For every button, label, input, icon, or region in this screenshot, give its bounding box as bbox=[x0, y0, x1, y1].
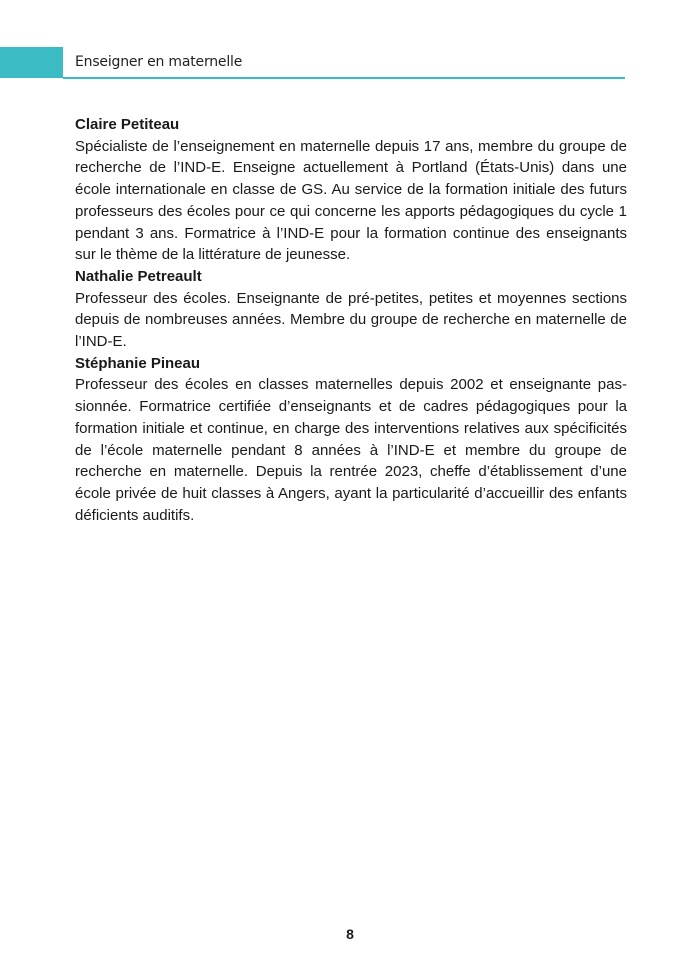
bio-entry bbox=[75, 353, 627, 527]
bio-text: Professeur des écoles en classes maternelles depuis 2002 et enseignante passionnée. Formatrice certifiée d’enseignants et de cadres pédagogiques pour la formation initiale et continue, en charge des interventions relatives aux spécificités de l’école maternelle pendant 8 années à l’IND-E et membre du groupe de recherche en maternelle. Depuis la rentrée 2023, cheffe d’établissement d’une école privée de huit classes à Angers, ayant la particularité d’accueillir des enfants déficients auditifs. bbox=[75, 376, 627, 524]
page-number: 8 bbox=[346, 926, 354, 942]
running-header-title: Enseigner en maternelle bbox=[75, 54, 243, 70]
bio-list bbox=[75, 114, 627, 526]
bio-text: Spécialiste de l’enseignement en maternelle depuis 17 ans, membre du groupe de recherche de l’IND-E. Enseigne actuellement à Portland (États-Unis) dans une école internationale en classe de GS. Au service de la formation initiale des futurs professeurs des écoles pour ce qui concerne les apports pédagogiques du cycle 1 pendant 3 ans. Formatrice à l’IND-E pour la formation continue des enseignants sur le thème de la littérature de jeunesse. bbox=[75, 137, 627, 264]
header-rule bbox=[63, 77, 625, 79]
bio-text: Professeur des écoles. Enseignante de pré-petites, petites et moyennes sections depuis de nombreuses années. Membre du groupe de recherche en maternelle de l’IND-E. bbox=[75, 289, 627, 351]
header-accent-bar bbox=[0, 47, 63, 78]
bio-entry bbox=[75, 266, 627, 353]
bio-name: Claire Petiteau bbox=[75, 116, 180, 133]
bio-name: Stéphanie Pineau bbox=[75, 354, 201, 372]
bio-entry bbox=[75, 114, 627, 266]
bio-name: Nathalie Petreault bbox=[75, 267, 202, 285]
